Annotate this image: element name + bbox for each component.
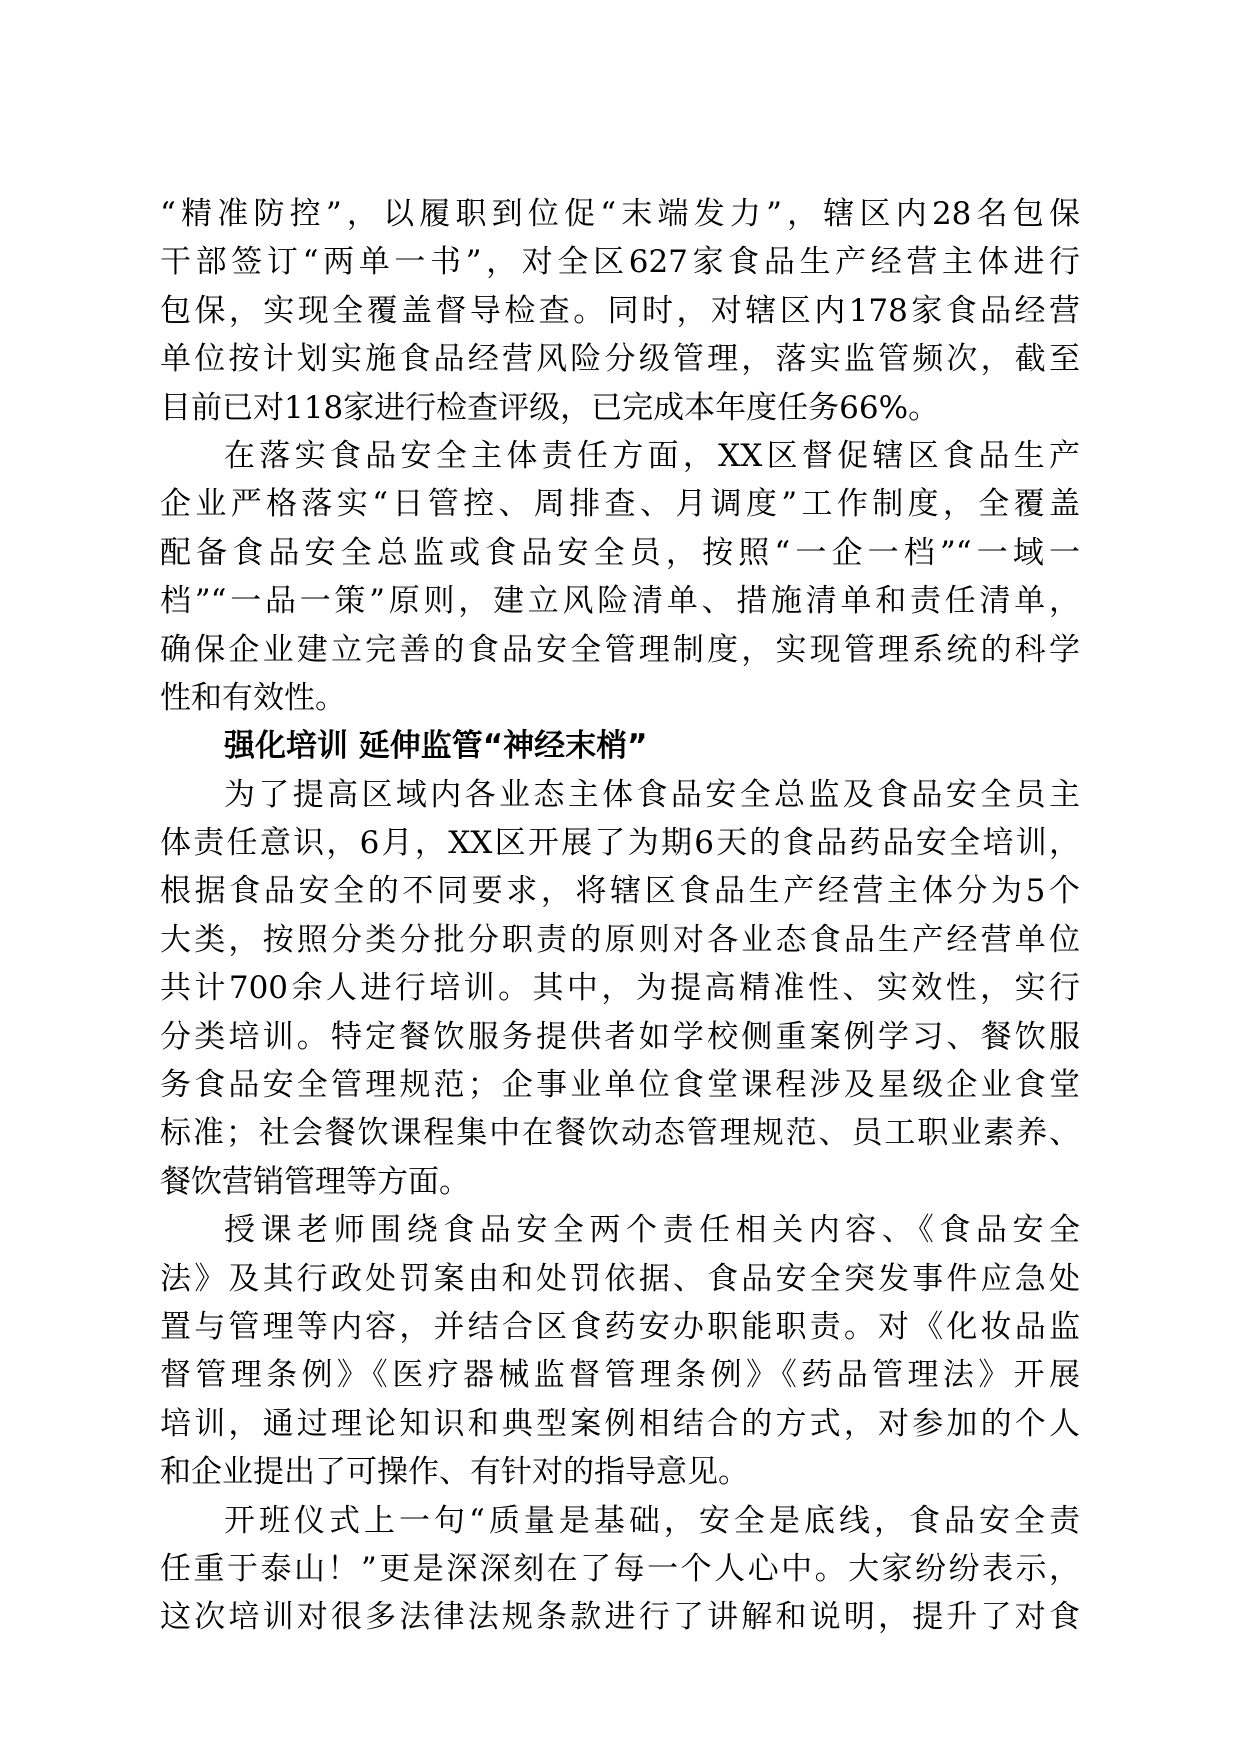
- paragraph-precise-control: [160, 190, 1080, 432]
- text-line: 授课老师围绕食品安全两个责任相关内容、《食品安全: [224, 1212, 1080, 1249]
- paragraph-course-content: [160, 1206, 1080, 1496]
- text-line: 档”“一品一策”原则，建立风险清单、措施清单和责任清单，: [160, 583, 1080, 620]
- text-line: 这次培训对很多法律法规条款进行了讲解和说明，提升了对食: [160, 1599, 1080, 1636]
- text-line: 共计700余人进行培训。其中，为提高精准性、实效性，实行: [160, 970, 1080, 1007]
- text-line: 大类，按照分类分批分职责的原则对各业态食品生产经营单位: [160, 921, 1080, 958]
- paragraph-opening-ceremony: [160, 1497, 1080, 1642]
- text-line: 务食品安全管理规范；企事业单位食堂课程涉及星级企业食堂: [160, 1067, 1080, 1104]
- text-line: 性和有效性。: [160, 679, 346, 716]
- text-line: 企业严格落实“日管控、周排查、月调度”工作制度，全覆盖: [160, 486, 1080, 523]
- text-line: 分类培训。特定餐饮服务提供者如学校侧重案例学习、餐饮服: [160, 1018, 1080, 1055]
- text-line: 根据食品安全的不同要求，将辖区食品生产经营主体分为5个: [160, 873, 1080, 910]
- text-line: 任重于泰山！”更是深深刻在了每一个人心中。大家纷纷表示，: [160, 1550, 1080, 1587]
- text-line: 为了提高区域内各业态主体食品安全总监及食品安全员主: [224, 776, 1080, 813]
- text-line: 在落实食品安全主体责任方面，XX区督促辖区食品生产: [224, 437, 1080, 474]
- text-line: 法》及其行政处罚案由和处罚依据、食品安全突发事件应急处: [160, 1260, 1080, 1297]
- text-line: “精准防控”，以履职到位促“末端发力”，辖区内28名包保: [160, 196, 1080, 232]
- paragraph-main-responsibility: [160, 432, 1080, 722]
- text-line: 配备食品安全总监或食品安全员，按照“一企一档”“一域一: [160, 534, 1080, 571]
- text-line: 餐饮营销管理等方面。: [160, 1163, 470, 1200]
- text-line: 确保企业建立完善的食品安全管理制度，实现管理系统的科学: [160, 631, 1080, 668]
- section-heading: 强化培训 延伸监管“神经末梢”: [224, 728, 648, 765]
- text-line: 单位按计划实施食品经营风险分级管理，落实监管频次，截至: [160, 341, 1080, 378]
- text-line: 包保，实现全覆盖督导检查。同时，对辖区内178家食品经营: [160, 292, 1080, 329]
- text-line: 体责任意识，6月，XX区开展了为期6天的食品药品安全培训，: [160, 825, 1080, 862]
- document-page: [160, 190, 1080, 1642]
- text-line: 干部签订“两单一书”，对全区627家食品生产经营主体进行: [160, 244, 1080, 281]
- text-line: 和企业提出了可操作、有针对的指导意见。: [160, 1454, 749, 1491]
- text-line: 标准；社会餐饮课程集中在餐饮动态管理规范、员工职业素养、: [160, 1115, 1080, 1152]
- text-line: 置与管理等内容，并结合区食药安办职能职责。对《化妆品监: [160, 1308, 1080, 1345]
- text-line: 培训，通过理论知识和典型案例相结合的方式，对参加的个人: [160, 1405, 1080, 1442]
- text-line: 开班仪式上一句“质量是基础，安全是底线，食品安全责: [224, 1502, 1080, 1539]
- paragraph-training: [160, 771, 1080, 1207]
- text-line: 督管理条例》《医疗器械监督管理条例》《药品管理法》开展: [160, 1357, 1080, 1394]
- text-line: 目前已对118家进行检查评级，已完成本年度任务66%。: [160, 389, 940, 426]
